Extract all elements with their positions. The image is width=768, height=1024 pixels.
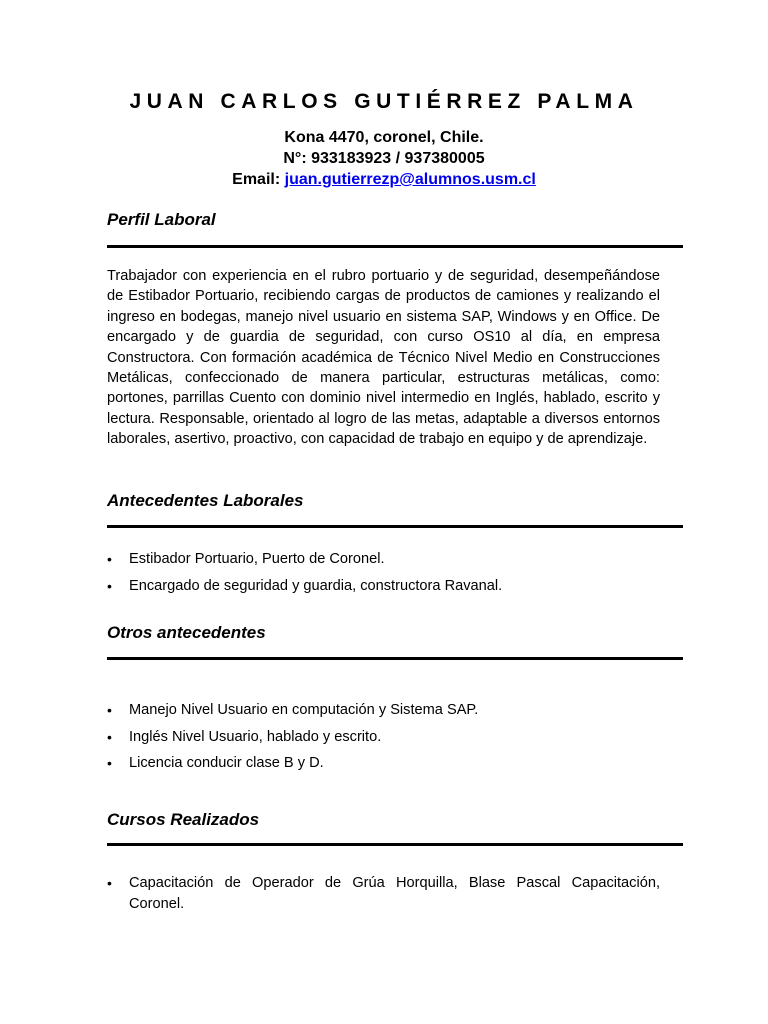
cursos-list [107, 873, 660, 914]
email-link[interactable]: juan.gutierrezp@alumnos.usm.cl [284, 171, 536, 188]
candidate-name: JUAN CARLOS GUTIÉRREZ PALMA [129, 90, 639, 113]
contact-phone: N°: 933183923 / 937380005 [283, 150, 485, 167]
section-title-perfil: Perfil Laboral [107, 210, 216, 229]
section-divider [107, 245, 683, 248]
list-item: • Licencia conducir clase B y D. [107, 753, 660, 774]
list-item: • Inglés Nivel Usuario, hablado y escrito. [107, 727, 660, 748]
otros-list [107, 700, 660, 774]
list-item: • Manejo Nivel Usuario en computación y Sistema SAP. [107, 700, 660, 721]
email-label: Email: [232, 171, 281, 188]
list-item: • Capacitación de Operador de Grúa Horquilla, Blase Pascal Capacitación, Coronel. [107, 873, 660, 914]
contact-email-line [0, 169, 768, 190]
section-divider [107, 525, 683, 528]
section-title-otros: Otros antecedentes [107, 623, 266, 642]
list-item: • Encargado de seguridad y guardia, constructora Ravanal. [107, 576, 660, 597]
contact-address: Kona 4470, coronel, Chile. [284, 129, 484, 146]
section-divider [107, 657, 683, 660]
section-title-cursos: Cursos Realizados [107, 810, 260, 829]
laborales-list [107, 549, 660, 596]
section-title-laborales: Antecedentes Laborales [107, 491, 304, 510]
list-item: • Estibador Portuario, Puerto de Coronel. [107, 549, 660, 570]
perfil-text: Trabajador con experiencia en el rubro portuario y de seguridad, desempeñándose de Estibador Portuario, recibiendo cargas de productos de camiones y realizando el ingreso en bodegas, manejo nivel usuario en sistema SAP, Windows y en Office. De encargado y de guardia de seguridad, con curso OS10 al día, en empresa Constructora. Con formación académica de Técnico Nivel Medio en Construcciones Metálicas, confeccionado de manera particular, estructuras metálicas, como: portones, parrillas Cuento con dominio nivel intermedio en Inglés, hablado, escrito y lectura. Responsable, orientado al logro de las metas, adaptable a diversos entornos laborales, asertivo, proactivo, con capacidad de trabajo en equipo y de aprendizaje. [107, 268, 660, 448]
section-divider [107, 843, 683, 846]
